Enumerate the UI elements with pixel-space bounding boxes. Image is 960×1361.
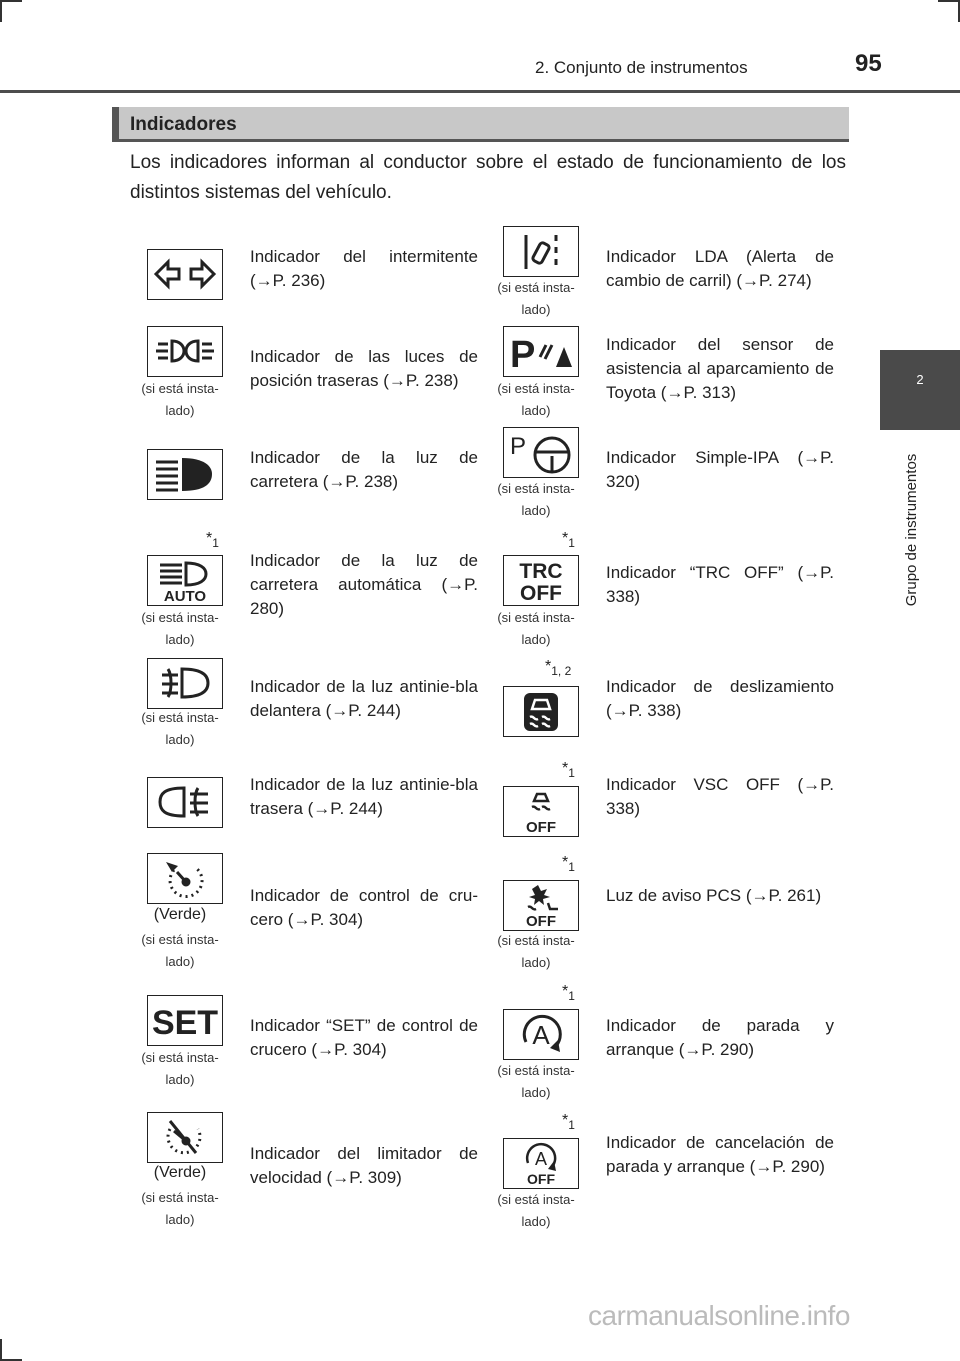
installed-note: (si está insta- lado) <box>497 933 575 970</box>
trc-off-icon <box>503 555 579 606</box>
page-number: 95 <box>855 50 882 77</box>
color-note: (Verde) <box>153 1164 207 1181</box>
indicator-description: Indicador de las luces de posición traseras (→P. 238) <box>250 347 478 390</box>
svg-text:OFF: OFF <box>527 1171 555 1187</box>
section-intro: Los indicadores informan al conductor sobre el estado de funcionamiento de los distintos sistemas del vehículo. <box>130 152 846 203</box>
footnote-marker: $*_1$ <box>206 530 219 550</box>
chapter-label-text: Grupo de instrumentos <box>903 453 920 607</box>
indicator-description: Luz de aviso PCS (→P. 261) <box>606 886 822 905</box>
installed-note: (si está insta- lado) <box>497 280 575 317</box>
indicator-description: Indicador Simple-IPA (→P. 320) <box>606 448 834 491</box>
installed-note: (si está insta- lado) <box>497 481 575 518</box>
installed-note: (si está insta- lado) <box>497 1063 575 1100</box>
footnote-marker: $*_1$ <box>562 854 575 874</box>
installed-note: (si está insta- lado) <box>497 381 575 418</box>
indicator-description: Indicador del intermitente (→P. 236) <box>250 247 478 290</box>
installed-note: (si está insta- lado) <box>141 1190 219 1227</box>
high-beam-icon <box>147 449 223 500</box>
indicator-description: Indicador VSC OFF (→P. 338) <box>606 775 834 818</box>
svg-text:A: A <box>534 1149 548 1169</box>
svg-text:OFF: OFF <box>526 819 556 836</box>
chapter-tab <box>880 350 960 430</box>
set-icon <box>147 995 223 1046</box>
installed-note: (si está insta- lado) <box>141 1050 219 1087</box>
indicator-description: Indicador del limitador de velocidad (→P. 309) <box>250 1144 478 1187</box>
crop-mark <box>0 0 2 22</box>
svg-text:AUTO: AUTO <box>163 588 207 605</box>
speed-limiter-icon <box>147 1112 223 1163</box>
header-rule <box>0 90 960 93</box>
chapter-number: 2 <box>916 372 924 387</box>
parking-sensor-icon <box>503 326 579 377</box>
front-fog-icon <box>147 658 223 709</box>
cruise-control-icon <box>147 853 223 904</box>
indicator-description: Indicador del sensor de asistencia al aparcamiento de Toyota (→P. 313) <box>606 335 834 402</box>
color-note: (Verde) <box>153 906 207 923</box>
installed-note: (si está insta- lado) <box>497 1192 575 1229</box>
slip-icon <box>503 686 579 737</box>
indicator-description: Indicador de la luz antinie-bla trasera (→P. 244) <box>250 775 478 818</box>
auto-high-beam-icon <box>147 555 223 606</box>
svg-text:TRC: TRC <box>519 560 563 583</box>
footnote-marker: $*_1$ <box>562 530 575 550</box>
svg-text:SET: SET <box>151 1004 219 1042</box>
indicator-description: Indicador de la luz antinie-bla delantera (→P. 244) <box>250 677 478 720</box>
installed-note: (si está insta- lado) <box>141 381 219 418</box>
footnote-marker: $*_{1, 2}$ <box>545 658 572 678</box>
crop-mark <box>938 0 960 2</box>
stop-start-icon <box>503 1009 579 1060</box>
crop-mark <box>0 0 22 2</box>
vsc-off-icon <box>503 786 579 837</box>
rear-fog-icon <box>147 777 223 828</box>
svg-text:A: A <box>532 1020 550 1050</box>
svg-text:OFF: OFF <box>526 913 556 930</box>
indicator-description: Indicador “TRC OFF” (→P. 338) <box>606 563 834 606</box>
svg-text:P: P <box>510 433 527 460</box>
indicator-description: Indicador de deslizamiento (→P. 338) <box>606 677 834 720</box>
installed-note: (si está insta- lado) <box>141 710 219 747</box>
simple-ipa-icon <box>503 427 579 478</box>
installed-note: (si está insta- lado) <box>141 610 219 647</box>
indicator-description: Indicador LDA (Alerta de cambio de carril) (→P. 274) <box>606 247 834 290</box>
turn-signal-icon <box>147 249 223 300</box>
indicator-description: Indicador de parada y arranque (→P. 290) <box>606 1016 834 1059</box>
lda-icon <box>503 226 579 277</box>
chapter-label <box>903 440 923 620</box>
footnote-marker: $*_1$ <box>562 760 575 780</box>
installed-note: (si está insta- lado) <box>141 932 219 969</box>
indicator-description: Indicador de cancelación de parada y arranque (→P. 290) <box>606 1133 834 1176</box>
indicator-description: Indicador “SET” de control de crucero (→P. 304) <box>250 1016 478 1059</box>
indicator-description: Indicador de la luz de carretera automática (→P. 280) <box>250 551 478 618</box>
indicator-description: Indicador de la luz de carretera (→P. 238) <box>250 448 478 491</box>
svg-text:P: P <box>510 334 536 376</box>
installed-note: (si está insta- lado) <box>497 610 575 647</box>
footnote-marker: $*_1$ <box>562 1112 575 1132</box>
pcs-warning-icon <box>503 880 579 931</box>
stop-start-cancel-icon <box>503 1138 579 1189</box>
footnote-marker: $*_1$ <box>562 983 575 1003</box>
svg-text:OFF: OFF <box>520 582 562 605</box>
indicator-description: Indicador de control de cru-cero (→P. 304) <box>250 886 478 929</box>
tail-light-icon <box>147 326 223 377</box>
watermark: carmanualsonline.info <box>588 1300 850 1331</box>
section-title: Indicadores <box>130 114 237 135</box>
crop-mark <box>0 1339 2 1361</box>
header-section-title: 2. Conjunto de instrumentos <box>535 58 748 77</box>
